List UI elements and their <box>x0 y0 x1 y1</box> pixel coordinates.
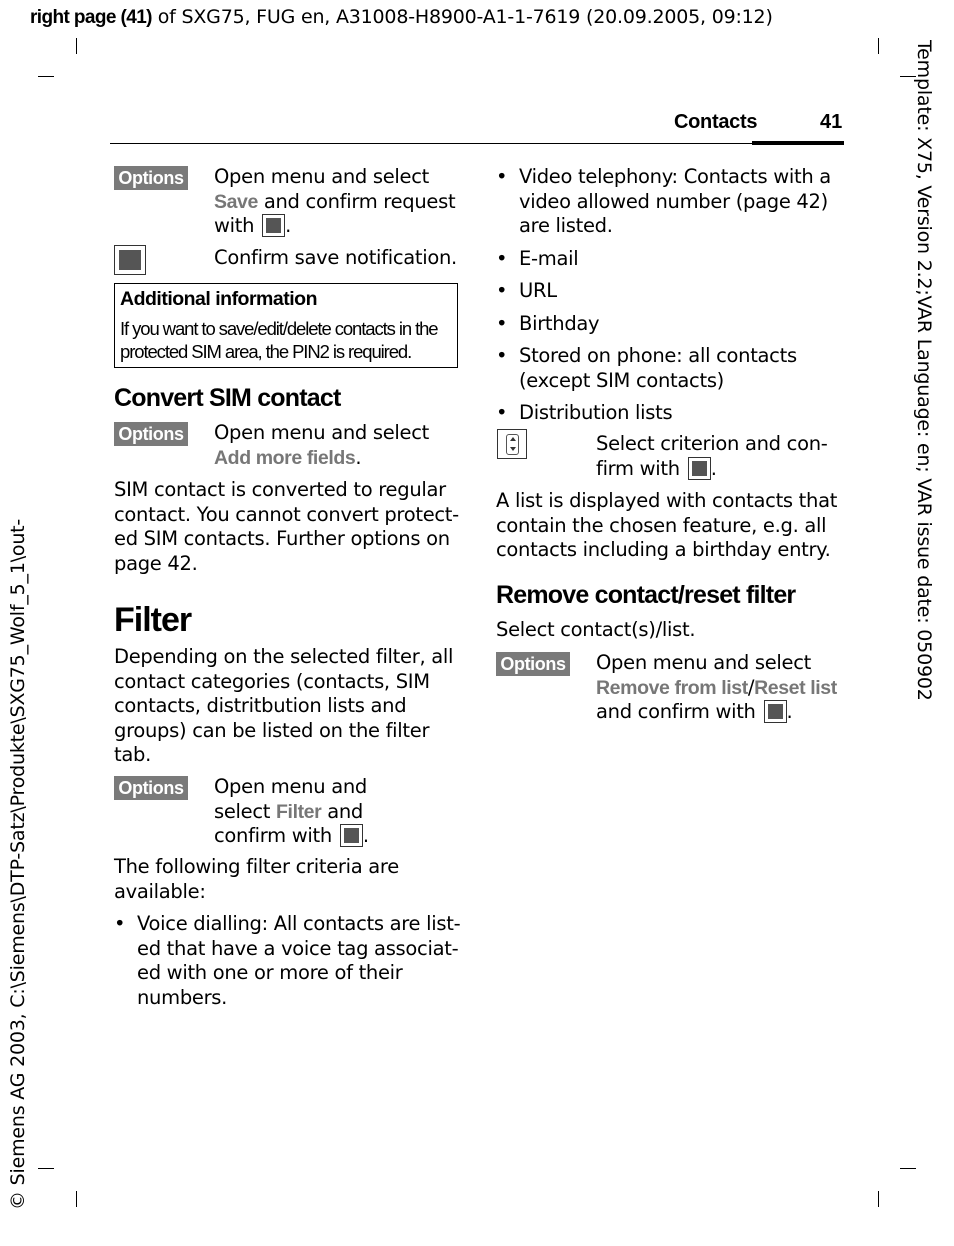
crop-mark <box>900 1168 916 1169</box>
save-step: Open menu and select Save and confirm request with . <box>214 165 456 237</box>
select-criterion-step: Select criterion and con-firm with . <box>596 432 828 480</box>
page-number: 41 <box>820 111 843 133</box>
crop-mark <box>76 1191 77 1207</box>
print-header-page: right page (41) <box>30 7 152 28</box>
menu-term-remove-from-list: Remove from list <box>596 676 748 699</box>
filter-step: Open menu and select Filter and confirm with . <box>214 775 369 847</box>
remove-intro: Select contact(s)/list. <box>496 618 696 641</box>
navigation-key-icon <box>497 429 527 459</box>
additional-info-box <box>114 283 458 368</box>
list-item: • Birthday <box>496 312 841 337</box>
menu-term-save: Save <box>214 190 258 213</box>
options-softkey: Options <box>114 776 188 800</box>
filter-paragraph: Depending on the selected filter, all contact categories (contacts, SIM contacts, distritbution lists and groups) can be listed on the filter tab. <box>114 645 454 766</box>
template-info: Template: X75, Version 2.2;VAR Language: en; VAR issue date: 050902 <box>913 40 935 701</box>
crop-mark <box>76 38 77 54</box>
center-key-icon <box>114 245 146 275</box>
info-box-title: Additional information <box>120 288 317 310</box>
convert-paragraph: SIM contact is converted to regular contact. You cannot convert protect-ed SIM contacts. Further options on page 42. <box>114 478 459 575</box>
header-rule <box>110 143 844 144</box>
remove-step: Open menu and select Remove from list/Reset list and confirm with . <box>596 651 837 723</box>
running-head-title: Contacts <box>674 111 758 133</box>
copyright-path: © Siemens AG 2003, C:\Siemens\DTP-Satz\Produkte\SXG75_Wolf_5_1\out- <box>7 518 29 1210</box>
filter-heading: Filter <box>114 601 192 639</box>
filter-criteria-list-left <box>114 912 462 1018</box>
center-key-icon <box>340 824 363 847</box>
criteria-intro: The following filter criteria are available: <box>114 855 399 903</box>
options-softkey: Options <box>114 422 188 446</box>
result-paragraph: A list is displayed with contacts that contain the chosen feature, e.g. all contacts including a birthday entry. <box>496 489 838 561</box>
crop-mark <box>878 38 879 54</box>
menu-term-reset-list: Reset list <box>754 676 837 699</box>
remove-contact-heading: Remove contact/reset filter <box>496 581 796 609</box>
center-key-icon <box>262 214 285 237</box>
crop-mark <box>878 1191 879 1207</box>
menu-term-add-more-fields: Add more fields <box>214 446 356 469</box>
center-key-icon <box>764 700 787 723</box>
crop-mark <box>38 1168 54 1169</box>
print-header <box>30 6 773 29</box>
list-item: • Voice dialling: All contacts are list-ed that have a voice tag associat-ed with one or more of their numbers. <box>114 912 462 1010</box>
convert-step: Open menu and select Add more fields. <box>214 421 430 469</box>
options-softkey: Options <box>496 652 570 676</box>
list-item: • Distribution lists <box>496 401 841 426</box>
center-key-icon <box>688 457 711 480</box>
options-softkey: Options <box>114 166 188 190</box>
print-header-info: of SXG75, FUG en, A31008-H8900-A1-1-7619 (20.09.2005, 09:12) <box>151 6 773 28</box>
header-rule-accent <box>752 141 844 145</box>
confirm-step: Confirm save notification. <box>214 246 457 269</box>
info-box-body: If you want to save/edit/delete contacts in the protected SIM area, the PIN2 is required. <box>120 318 438 362</box>
filter-criteria-list-right <box>496 165 841 434</box>
list-item: • Stored on phone: all contacts (except SIM contacts) <box>496 344 841 393</box>
list-item: • URL <box>496 279 841 304</box>
convert-sim-heading: Convert SIM contact <box>114 384 341 412</box>
list-item: • Video telephony: Contacts with a video allowed number (page 42) are listed. <box>496 165 841 239</box>
list-item: • E-mail <box>496 247 841 272</box>
menu-term-filter: Filter <box>276 800 322 823</box>
crop-mark <box>38 76 54 77</box>
